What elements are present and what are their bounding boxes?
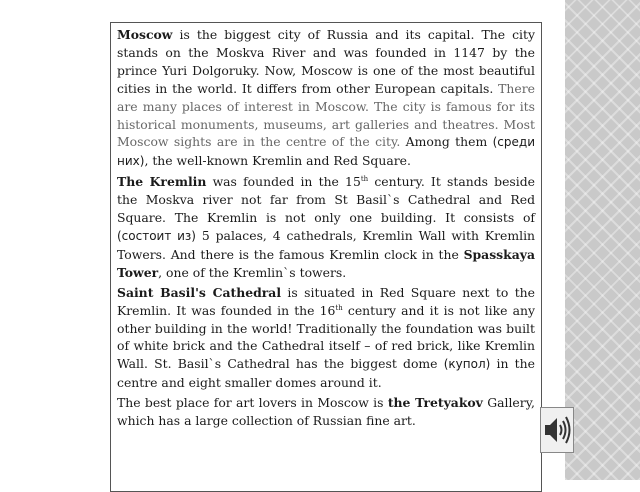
paragraph-moscow — [117, 26, 535, 171]
heading-saint-basil: Saint Basil's Cathedral — [117, 284, 282, 300]
text-span: , the well-known Kremlin and Red Square. — [144, 153, 411, 169]
text-span: , one of the Kremlin`s towers. — [158, 264, 347, 280]
speaker-icon — [541, 408, 573, 452]
heading-moscow: Moscow — [117, 27, 173, 42]
gray-text-span: There are many places of interest in Moscow. The city is famous for its historical monuments, museums, art galleries and theatres. Most Moscow sights are in the centre of the city. — [117, 80, 535, 150]
bold-tretyakov: the Tretyakov — [387, 395, 483, 411]
text-span: was founded in the 15 — [206, 174, 361, 190]
translation-span: (купол) — [443, 357, 491, 372]
paragraph-tretyakov — [117, 394, 535, 430]
heading-kremlin: The Kremlin — [117, 174, 207, 190]
superscript: th — [360, 175, 369, 184]
paragraph-kremlin — [117, 173, 535, 281]
text-span: 5 palaces, 4 cathedrals, Kremlin Wall with Kremlin Towers. And there is the famous Kremlin clock in the — [117, 227, 536, 262]
text-span: is the biggest city of Russia and its capital. The city stands on the Moskva River and was founded in 1147 by the prince Yuri Dolgoruky. Now, Moscow is one of the most beautiful cities in the world. It differs from other European capitals. — [117, 27, 535, 96]
audio-button[interactable] — [540, 407, 574, 453]
text-span: is situated in Red Square next to the Kremlin. It was founded in the 16 — [117, 284, 535, 318]
text-span: The best place for art lovers in Moscow is — [117, 395, 388, 411]
paragraph-saint-basil — [117, 284, 535, 392]
text-span: in the centre and eight smaller domes around it. — [117, 356, 535, 391]
text-span: century and it is not like any other building in the world! Traditionally the foundation was built of white brick and the Cathedral itself – of red brick, like Kremlin Wall. St. Basil`s Cathedral has the biggest dome — [117, 302, 535, 372]
superscript: th — [335, 303, 343, 312]
decorative-side-strip — [565, 0, 640, 480]
text-span: Gallery, which has a large collection of Russian fine art. — [117, 395, 535, 429]
translation-span: (состоит из) — [117, 228, 196, 243]
text-span: century. It stands beside the Moskva river not far from St Basil`s Cathedral and Red Square. The Kremlin is not only one building. It consists of — [117, 174, 536, 226]
bold-spasskaya-tower: Spasskaya Tower — [117, 246, 535, 280]
text-box — [110, 22, 542, 492]
translation-span: (среди них) — [117, 135, 535, 169]
text-span: Among them — [400, 134, 493, 150]
